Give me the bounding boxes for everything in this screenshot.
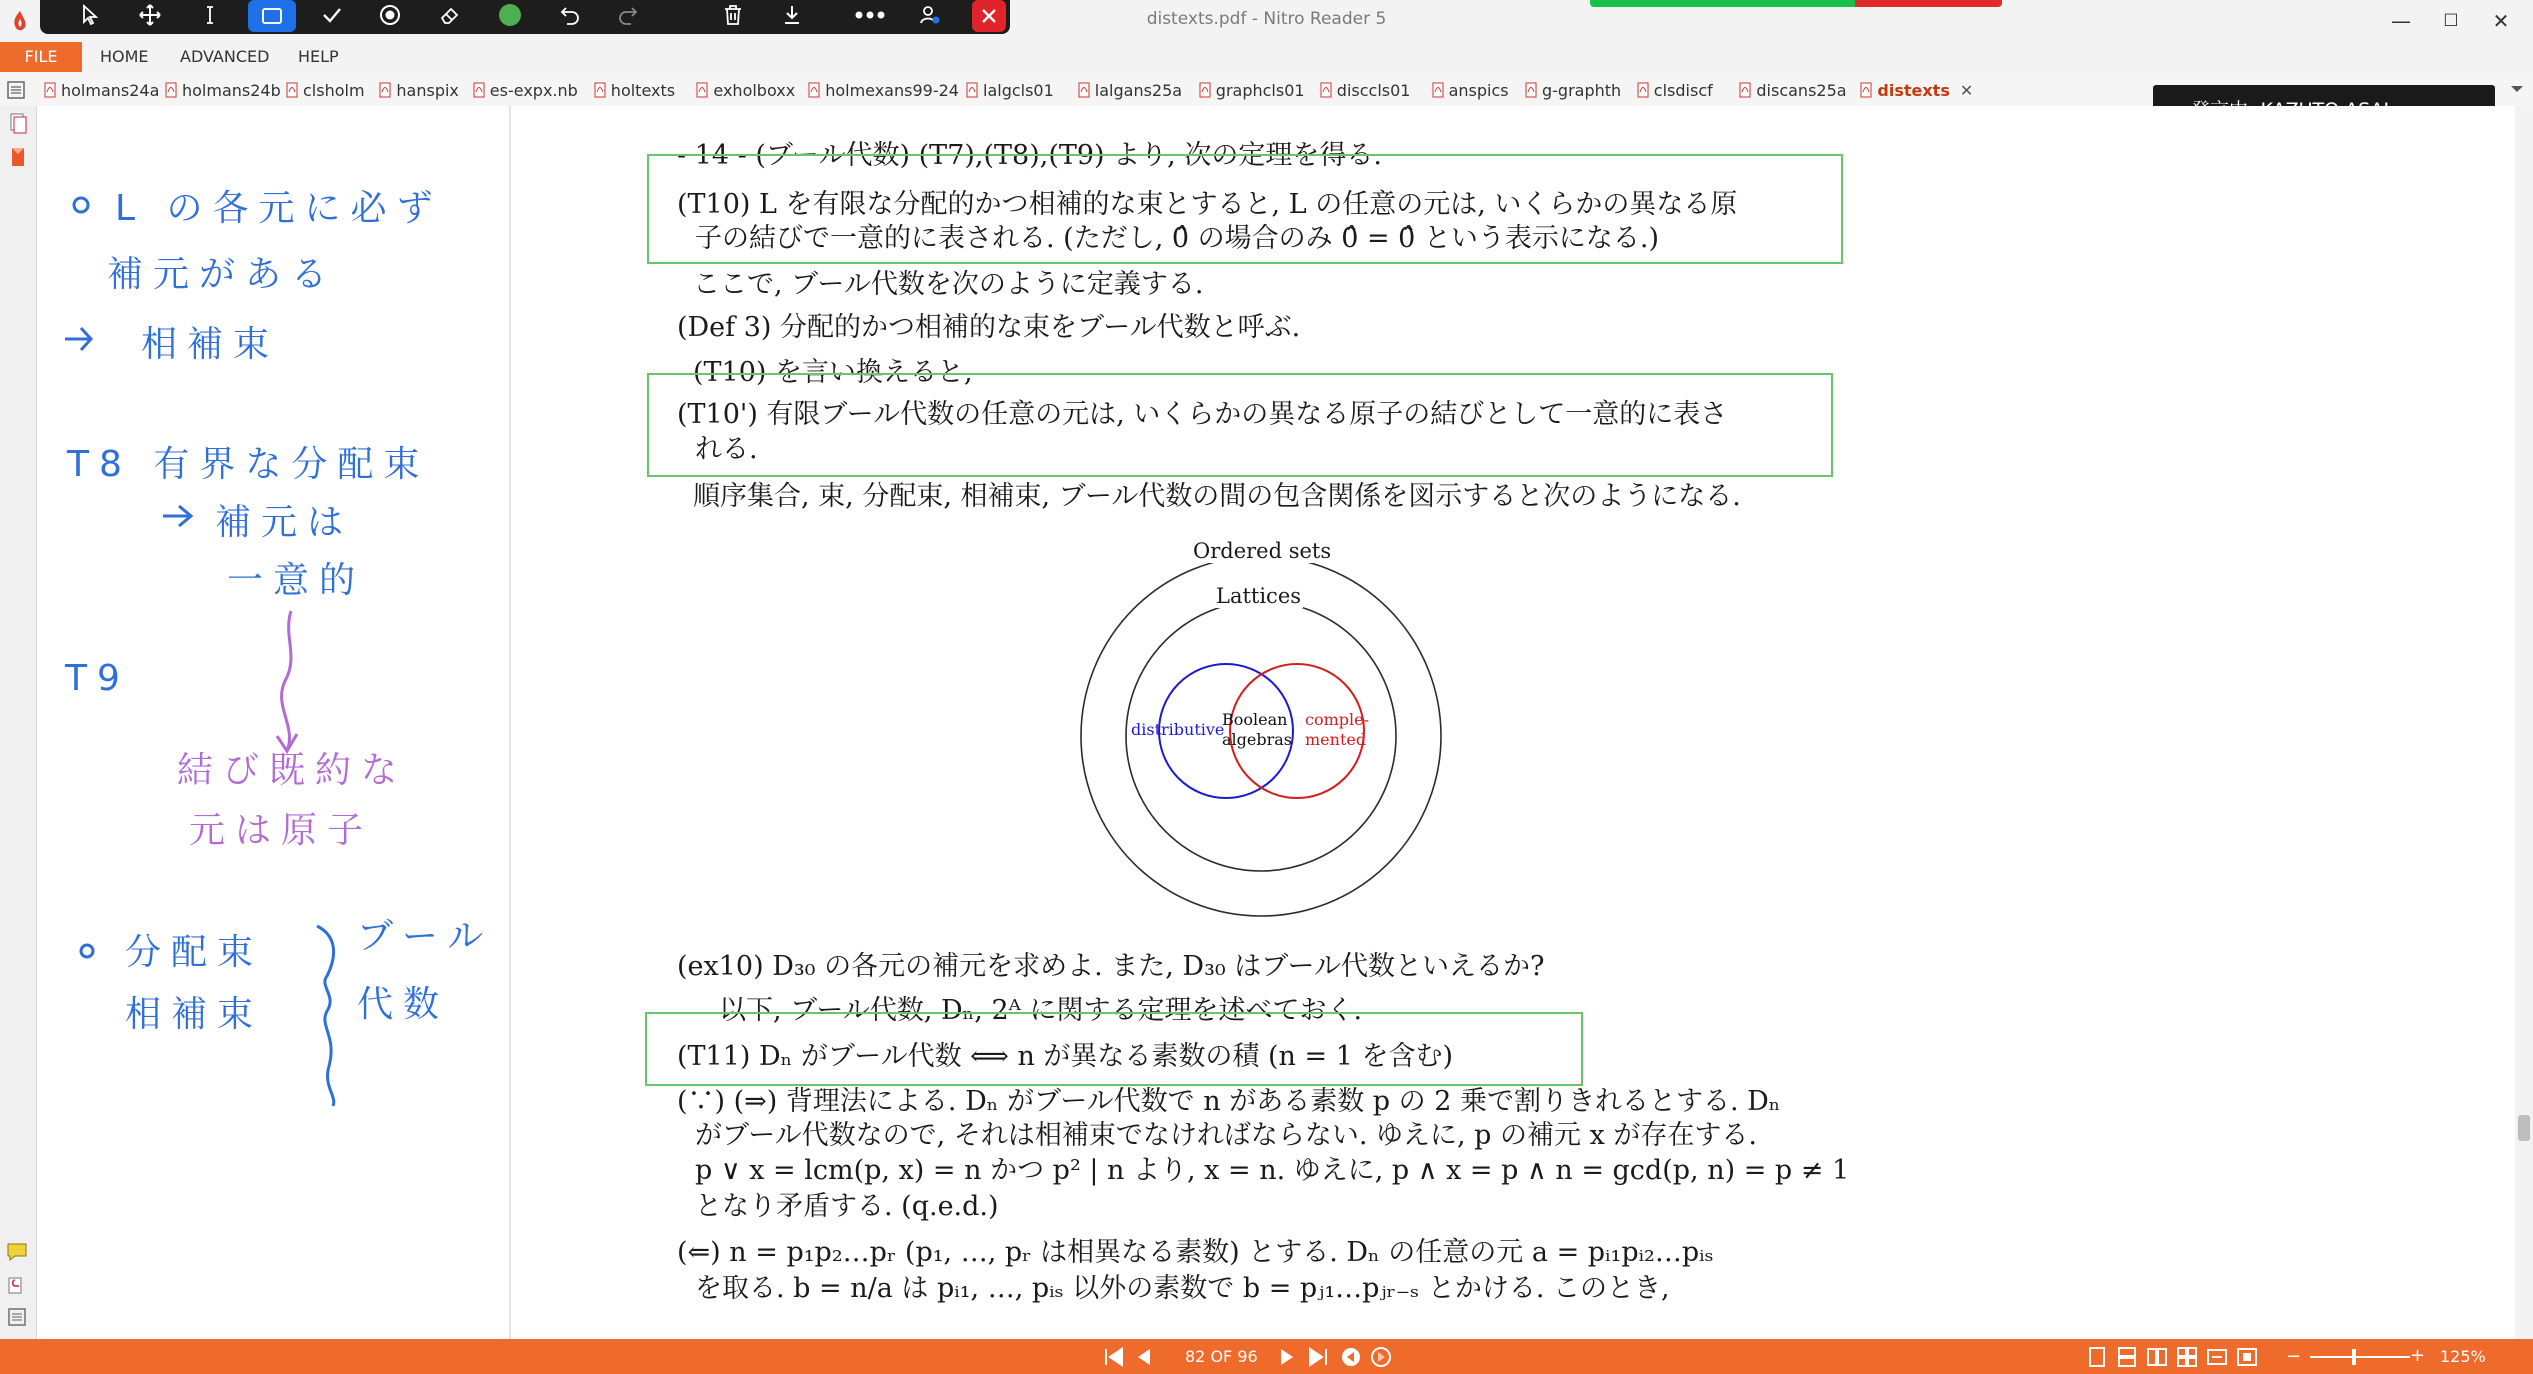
download-icon[interactable] xyxy=(772,0,812,30)
maximize-button[interactable]: ☐ xyxy=(2443,11,2459,31)
menu-bar xyxy=(0,42,2533,72)
complemented-label-2: mented xyxy=(1305,730,1367,749)
tab-clsdiscf[interactable] xyxy=(1637,78,1713,102)
left-rail xyxy=(0,106,37,1339)
pdf-file-icon xyxy=(1199,82,1211,98)
tab-holmans24b[interactable] xyxy=(165,78,281,102)
ordered-sets-label: Ordered sets xyxy=(1193,539,1332,563)
text-cursor-icon[interactable] xyxy=(190,0,230,30)
annotation-box-t11[interactable] xyxy=(645,1012,1583,1086)
fit-page-icon[interactable] xyxy=(2236,1346,2258,1368)
back-view-icon[interactable] xyxy=(1340,1346,1362,1368)
following-line: 以下, ブール代数, Dₙ, 2ᴬ に関する定理を述べておく. xyxy=(719,995,1363,1026)
tab-holmans24a[interactable] xyxy=(44,78,159,102)
pdf-file-icon xyxy=(594,82,606,98)
tab-label: holmexans99-24 xyxy=(825,80,959,100)
page-indicator[interactable]: 82 OF 96 xyxy=(1185,1347,1258,1366)
forward-view-icon[interactable] xyxy=(1370,1346,1392,1368)
tab-anspics[interactable] xyxy=(1432,78,1509,102)
more-icon[interactable] xyxy=(850,0,890,30)
tab-label: clsholm xyxy=(303,80,365,100)
tab-label: discans25a xyxy=(1756,80,1847,100)
pdf-file-icon xyxy=(696,82,708,98)
pdf-file-icon xyxy=(473,82,485,98)
ink-toolbar xyxy=(40,0,1010,34)
page-header: - 14 - (ブール代数) (T7),(T8),(T9) より, 次の定理を得る. xyxy=(677,140,1382,171)
tab-exholboxx[interactable] xyxy=(696,78,795,102)
bookmarks-panel-icon[interactable] xyxy=(8,146,28,168)
note-line: 相補束 xyxy=(141,324,280,365)
theorem-t10-line2: 子の結びで一意的に表される. (ただし, 0̂ の場合のみ 0̂ = 0̂ という表示になる.) xyxy=(695,223,1660,254)
progress-strip xyxy=(1590,0,2002,7)
tab-lalgans25a[interactable] xyxy=(1078,78,1182,102)
annotation-box-t10[interactable] xyxy=(647,154,1843,264)
tab-label: exholboxx xyxy=(713,80,796,100)
pdf-file-icon xyxy=(1637,82,1649,98)
redo-icon[interactable] xyxy=(608,0,648,30)
definition-def3: (Def 3) 分配的かつ相補的な束をブール代数と呼ぶ. xyxy=(677,312,1301,343)
pdf-file-icon xyxy=(44,82,56,98)
zoom-level[interactable]: 125% xyxy=(2440,1347,2486,1366)
boolean-label-2: algebras xyxy=(1222,730,1293,749)
workspace-right xyxy=(2039,106,2515,1339)
tab-label: lalgcls01 xyxy=(983,80,1054,100)
scrollbar-thumb[interactable] xyxy=(2518,1115,2530,1141)
attachments-panel-icon[interactable] xyxy=(6,1274,28,1296)
theorem-t10-line1: (T10) L を有限な分配的かつ相補的な束とすると, L の任意の元は, いくらかの異なる原 xyxy=(677,189,1738,220)
move-icon[interactable] xyxy=(130,0,170,30)
lattices-label: Lattices xyxy=(1216,584,1302,608)
facing-view-icon[interactable] xyxy=(2146,1346,2168,1368)
tab-label: anspics xyxy=(1448,80,1509,100)
zoom-in-icon[interactable]: + xyxy=(2410,1345,2426,1366)
tab-label: clsdiscf xyxy=(1653,80,1713,100)
boolean-label-1: Boolean xyxy=(1222,710,1288,729)
pdf-file-icon xyxy=(1739,82,1751,98)
zoom-slider-handle[interactable] xyxy=(2352,1349,2356,1365)
pdf-file-icon xyxy=(808,82,820,98)
proof-line: となり矛盾する. (q.e.d.) xyxy=(695,1191,999,1222)
tab-list-icon[interactable] xyxy=(6,80,26,100)
window-title: distexts.pdf - Nitro Reader 5 xyxy=(1146,9,1387,29)
note-line: 補元は xyxy=(215,502,354,543)
zoom-out-icon[interactable]: − xyxy=(2286,1346,2302,1367)
menu-advanced[interactable]: ADVANCED xyxy=(180,47,270,66)
handwritten-notes-panel[interactable] xyxy=(37,106,510,1339)
note-line: 元は原子 xyxy=(189,810,374,851)
proof-line: を取る. b = n/a は pᵢ₁, …, pᵢₛ 以外の素数で b = pⱼ₁…pⱼᵣ₋ₛ とかける. このとき, xyxy=(695,1273,1670,1304)
pdf-file-icon xyxy=(1525,82,1537,98)
menu-file[interactable]: FILE xyxy=(0,42,82,72)
tab-label: es-expx.nb xyxy=(489,80,578,100)
pdf-file-icon xyxy=(1078,82,1090,98)
tab-label: disccls01 xyxy=(1336,80,1411,100)
pdf-file-icon xyxy=(1432,82,1444,98)
facing-continuous-view-icon[interactable] xyxy=(2176,1346,2198,1368)
status-bar xyxy=(0,1339,2533,1374)
note-line: ブール xyxy=(357,916,494,957)
theorem-t10p-line2: れる. xyxy=(695,434,758,465)
tab-label: hanspix xyxy=(396,80,459,100)
note-line: L の各元に必ず xyxy=(115,188,443,229)
select-rectangle-icon[interactable] xyxy=(248,0,296,32)
definition-intro: ここで, ブール代数を次のように定義する. xyxy=(693,269,1204,300)
zoom-slider[interactable] xyxy=(2310,1356,2410,1358)
exercise-ex10: (ex10) D₃₀ の各元の補元を求めよ. また, D₃₀ はブール代数といえるか? xyxy=(677,951,1545,982)
tab-label: g-graphth xyxy=(1542,80,1622,100)
pdf-file-icon xyxy=(379,82,391,98)
tab-graphcls01[interactable] xyxy=(1199,78,1305,102)
tab-es-expx-nb[interactable] xyxy=(473,78,578,102)
tab-label: holmans24b xyxy=(182,80,281,100)
theorem-t11: (T11) Dₙ がブール代数 ⟺ n が異なる素数の積 (n = 1 を含む) xyxy=(677,1041,1454,1072)
tab-label: holtexts xyxy=(610,80,676,100)
note-line: 分配束 xyxy=(125,932,264,973)
pointer-icon[interactable] xyxy=(70,0,110,30)
note-line: 結び既約な xyxy=(177,750,408,791)
complemented-label-1: comple- xyxy=(1305,710,1369,729)
pages-panel-icon[interactable] xyxy=(8,112,28,134)
close-icon[interactable] xyxy=(972,0,1006,32)
proof-line: がブール代数なので, それは相補束でなければならない. ゆえに, p の補元 x が存在する. xyxy=(695,1120,1757,1151)
tab-overflow-icon[interactable] xyxy=(2510,84,2524,94)
tab-holmexans99-24[interactable] xyxy=(808,78,959,102)
note-line: T8 有界な分配束 xyxy=(67,444,430,485)
pdf-file-icon xyxy=(1320,82,1332,98)
tab-holtexts[interactable] xyxy=(594,78,675,102)
note-line: 代数 xyxy=(357,984,450,1025)
highlighter-icon[interactable] xyxy=(370,0,410,30)
pdf-page[interactable] xyxy=(510,106,2040,1339)
tab-lalgcls01[interactable] xyxy=(966,78,1054,102)
first-page-icon[interactable] xyxy=(1102,1346,1126,1368)
distributive-label: distributive xyxy=(1131,720,1225,739)
next-page-icon[interactable] xyxy=(1277,1346,1297,1368)
tab-disccls01[interactable] xyxy=(1320,78,1411,102)
pdf-file-icon xyxy=(286,82,298,98)
user-settings-icon[interactable] xyxy=(910,0,950,30)
comments-panel-icon[interactable] xyxy=(6,1241,28,1263)
menu-home[interactable]: HOME xyxy=(100,47,149,66)
previous-page-icon[interactable] xyxy=(1134,1346,1154,1368)
tab-label: distexts xyxy=(1877,80,1950,100)
check-icon[interactable] xyxy=(312,0,352,30)
layers-panel-icon[interactable] xyxy=(6,1306,28,1328)
last-page-icon[interactable] xyxy=(1306,1346,1330,1368)
tab-discans25a[interactable] xyxy=(1739,78,1846,102)
undo-icon[interactable] xyxy=(550,0,590,30)
theorem-t10p-line1: (T10') 有限ブール代数の任意の元は, いくらかの異なる原子の結びとして一意的に表さ xyxy=(677,399,1728,430)
single-page-view-icon[interactable] xyxy=(2087,1346,2107,1368)
fit-width-icon[interactable] xyxy=(2206,1346,2228,1368)
pdf-file-icon xyxy=(165,82,177,98)
proof-line: p ∨ x = lcm(p, x) = n かつ p² | n より, x = n. ゆえに, p ∧ x = p ∧ n = gcd(p, n) = p ≠ 1 xyxy=(695,1155,1850,1186)
eraser-icon[interactable] xyxy=(430,0,470,30)
annotation-box-t10p[interactable] xyxy=(647,373,1833,477)
continuous-view-icon[interactable] xyxy=(2116,1346,2138,1368)
menu-help[interactable]: HELP xyxy=(298,47,339,66)
pdf-file-icon xyxy=(1860,82,1872,98)
inclusion-line: 順序集合, 束, 分配束, 相補束, ブール代数の間の包含関係を図示すると次のようになる. xyxy=(693,481,1741,512)
tab-hanspix[interactable] xyxy=(379,78,459,102)
note-line: 一意的 xyxy=(227,560,366,601)
tab-label: lalgans25a xyxy=(1094,80,1183,100)
note-line: 相補束 xyxy=(125,994,264,1035)
proof-line: (⇐) n = p₁p₂…pᵣ (p₁, …, pᵣ は相異なる素数) とする. Dₙ の任意の元 a = pᵢ₁pᵢ₂…pᵢₛ xyxy=(677,1237,1714,1268)
tab-close-icon[interactable]: ✕ xyxy=(1959,80,1974,100)
proof-line: (∵) (⇒) 背理法による. Dₙ がブール代数で n がある素数 p の 2 乗で割りきれるとする. Dₙ xyxy=(677,1086,1781,1117)
color-dot-icon[interactable] xyxy=(490,0,530,30)
tab-distexts[interactable] xyxy=(1860,78,1973,102)
tab-label: graphcls01 xyxy=(1215,80,1305,100)
tab-label: holmans24a xyxy=(61,80,160,100)
vertical-scrollbar[interactable] xyxy=(2515,106,2533,1339)
restate-line: (T10) を言い換えると, xyxy=(693,357,973,388)
tab-g-graphth[interactable] xyxy=(1525,78,1621,102)
tab-clsholm[interactable] xyxy=(286,78,365,102)
note-line: 補元がある xyxy=(107,254,338,295)
pdf-file-icon xyxy=(966,82,978,98)
window-close-button[interactable]: ✕ xyxy=(2492,9,2510,33)
minimize-button[interactable]: — xyxy=(2391,9,2411,33)
delete-icon[interactable] xyxy=(713,0,753,30)
note-line: T9 xyxy=(65,658,130,699)
